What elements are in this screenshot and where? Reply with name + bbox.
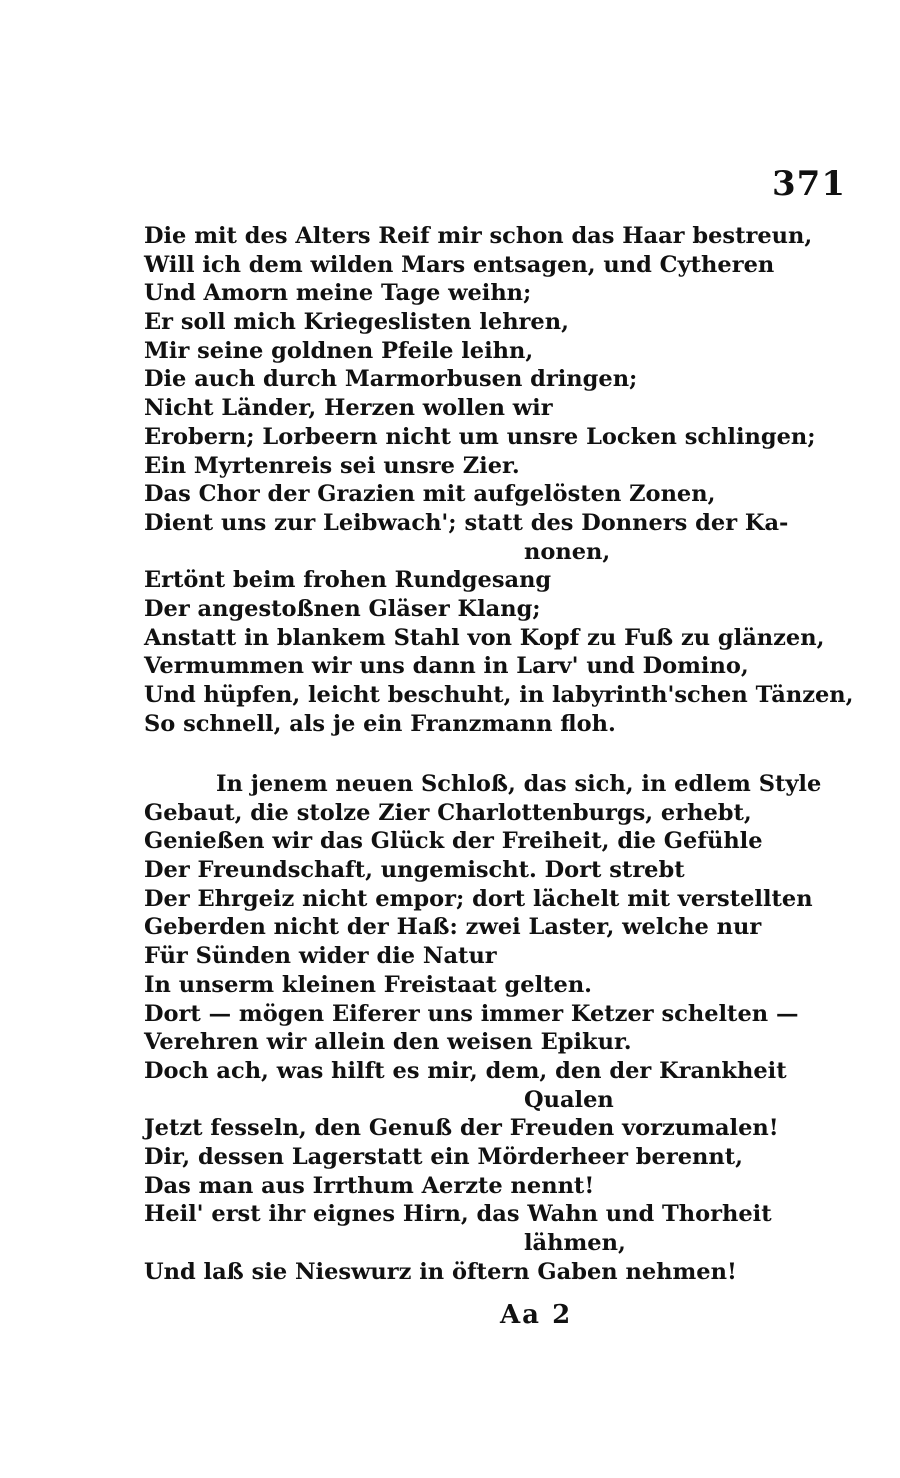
- verse-line: Jetzt fesseln, den Genuß der Freuden vorzumalen!: [144, 1115, 779, 1142]
- stanza-2: [144, 770, 822, 1286]
- stanza-1: [144, 222, 854, 738]
- verse-line: Doch ach, was hilft es mir, dem, den der Krankheit: [144, 1057, 787, 1084]
- verse-line: Gebaut, die stolze Zier Charlottenburgs, erhebt,: [144, 799, 752, 826]
- verse-line: In unserm kleinen Freistaat gelten.: [144, 971, 593, 998]
- verse-line: Die auch durch Marmorbusen dringen;: [144, 366, 638, 393]
- page-number: 371: [772, 164, 846, 204]
- verse-line: Dient uns zur Leibwach'; statt des Donners der Ka-: [144, 509, 789, 536]
- verse-line: Ertönt beim frohen Rundgesang: [144, 567, 552, 594]
- verse-line: Und laß sie Nieswurz in öftern Gaben nehmen!: [144, 1258, 737, 1285]
- verse-line: Genießen wir das Glück der Freiheit, die Gefühle: [144, 828, 763, 855]
- verse-line: Ein Myrtenreis sei unsre Zier.: [144, 452, 520, 479]
- signature-mark: Aa 2: [500, 1300, 573, 1330]
- verse-line: Mir seine goldnen Pfeile leihn,: [144, 337, 534, 364]
- verse-line: Qualen: [524, 1086, 614, 1113]
- verse-line: Geberden nicht der Haß: zwei Laster, welche nur: [144, 914, 762, 941]
- verse-line: Verehren wir allein den weisen Epikur.: [144, 1029, 632, 1056]
- verse-line: Für Sünden wider die Natur: [144, 943, 497, 970]
- verse-line: Nicht Länder, Herzen wollen wir: [144, 395, 553, 422]
- verse-line: lähmen,: [524, 1230, 626, 1256]
- verse-line: Der angestoßnen Gläser Klang;: [144, 595, 541, 622]
- verse-line: Das Chor der Grazien mit aufgelösten Zonen,: [144, 481, 716, 508]
- verse-line: Erobern; Lorbeern nicht um unsre Locken schlingen;: [144, 423, 816, 450]
- verse-line: Dort — mögen Eiferer uns immer Ketzer schelten —: [144, 1000, 799, 1027]
- verse-line: Vermummen wir uns dann in Larv' und Domino,: [144, 653, 749, 680]
- verse-line: So schnell, als je ein Franzmann floh.: [144, 710, 616, 737]
- verse-line: Die mit des Alters Reif mir schon das Haar bestreun,: [144, 223, 813, 249]
- verse-line: Dir, dessen Lagerstatt ein Mörderheer berennt,: [144, 1143, 743, 1170]
- verse-line: Und Amorn meine Tage weihn;: [144, 280, 532, 307]
- verse-line: Das man aus Irrthum Aerzte nennt!: [144, 1172, 595, 1199]
- verse-line: Anstatt in blankem Stahl von Kopf zu Fuß zu glänzen,: [144, 624, 825, 651]
- verse-line: In jenem neuen Schloß, das sich, in edlem Style: [216, 771, 822, 797]
- verse-line: Er soll mich Kriegeslisten lehren,: [144, 309, 569, 336]
- verse-line: Und hüpfen, leicht beschuht, in labyrinth'schen Tänzen,: [144, 682, 854, 708]
- verse-line: Will ich dem wilden Mars entsagen, und Cytheren: [144, 251, 775, 278]
- verse-line: Heil' erst ihr eignes Hirn, das Wahn und Thorheit: [144, 1201, 772, 1228]
- verse-line: nonen,: [524, 538, 611, 565]
- verse-line: Der Freundschaft, ungemischt. Dort strebt: [144, 857, 685, 884]
- verse-line: Der Ehrgeiz nicht empor; dort lächelt mit verstellten: [144, 885, 813, 912]
